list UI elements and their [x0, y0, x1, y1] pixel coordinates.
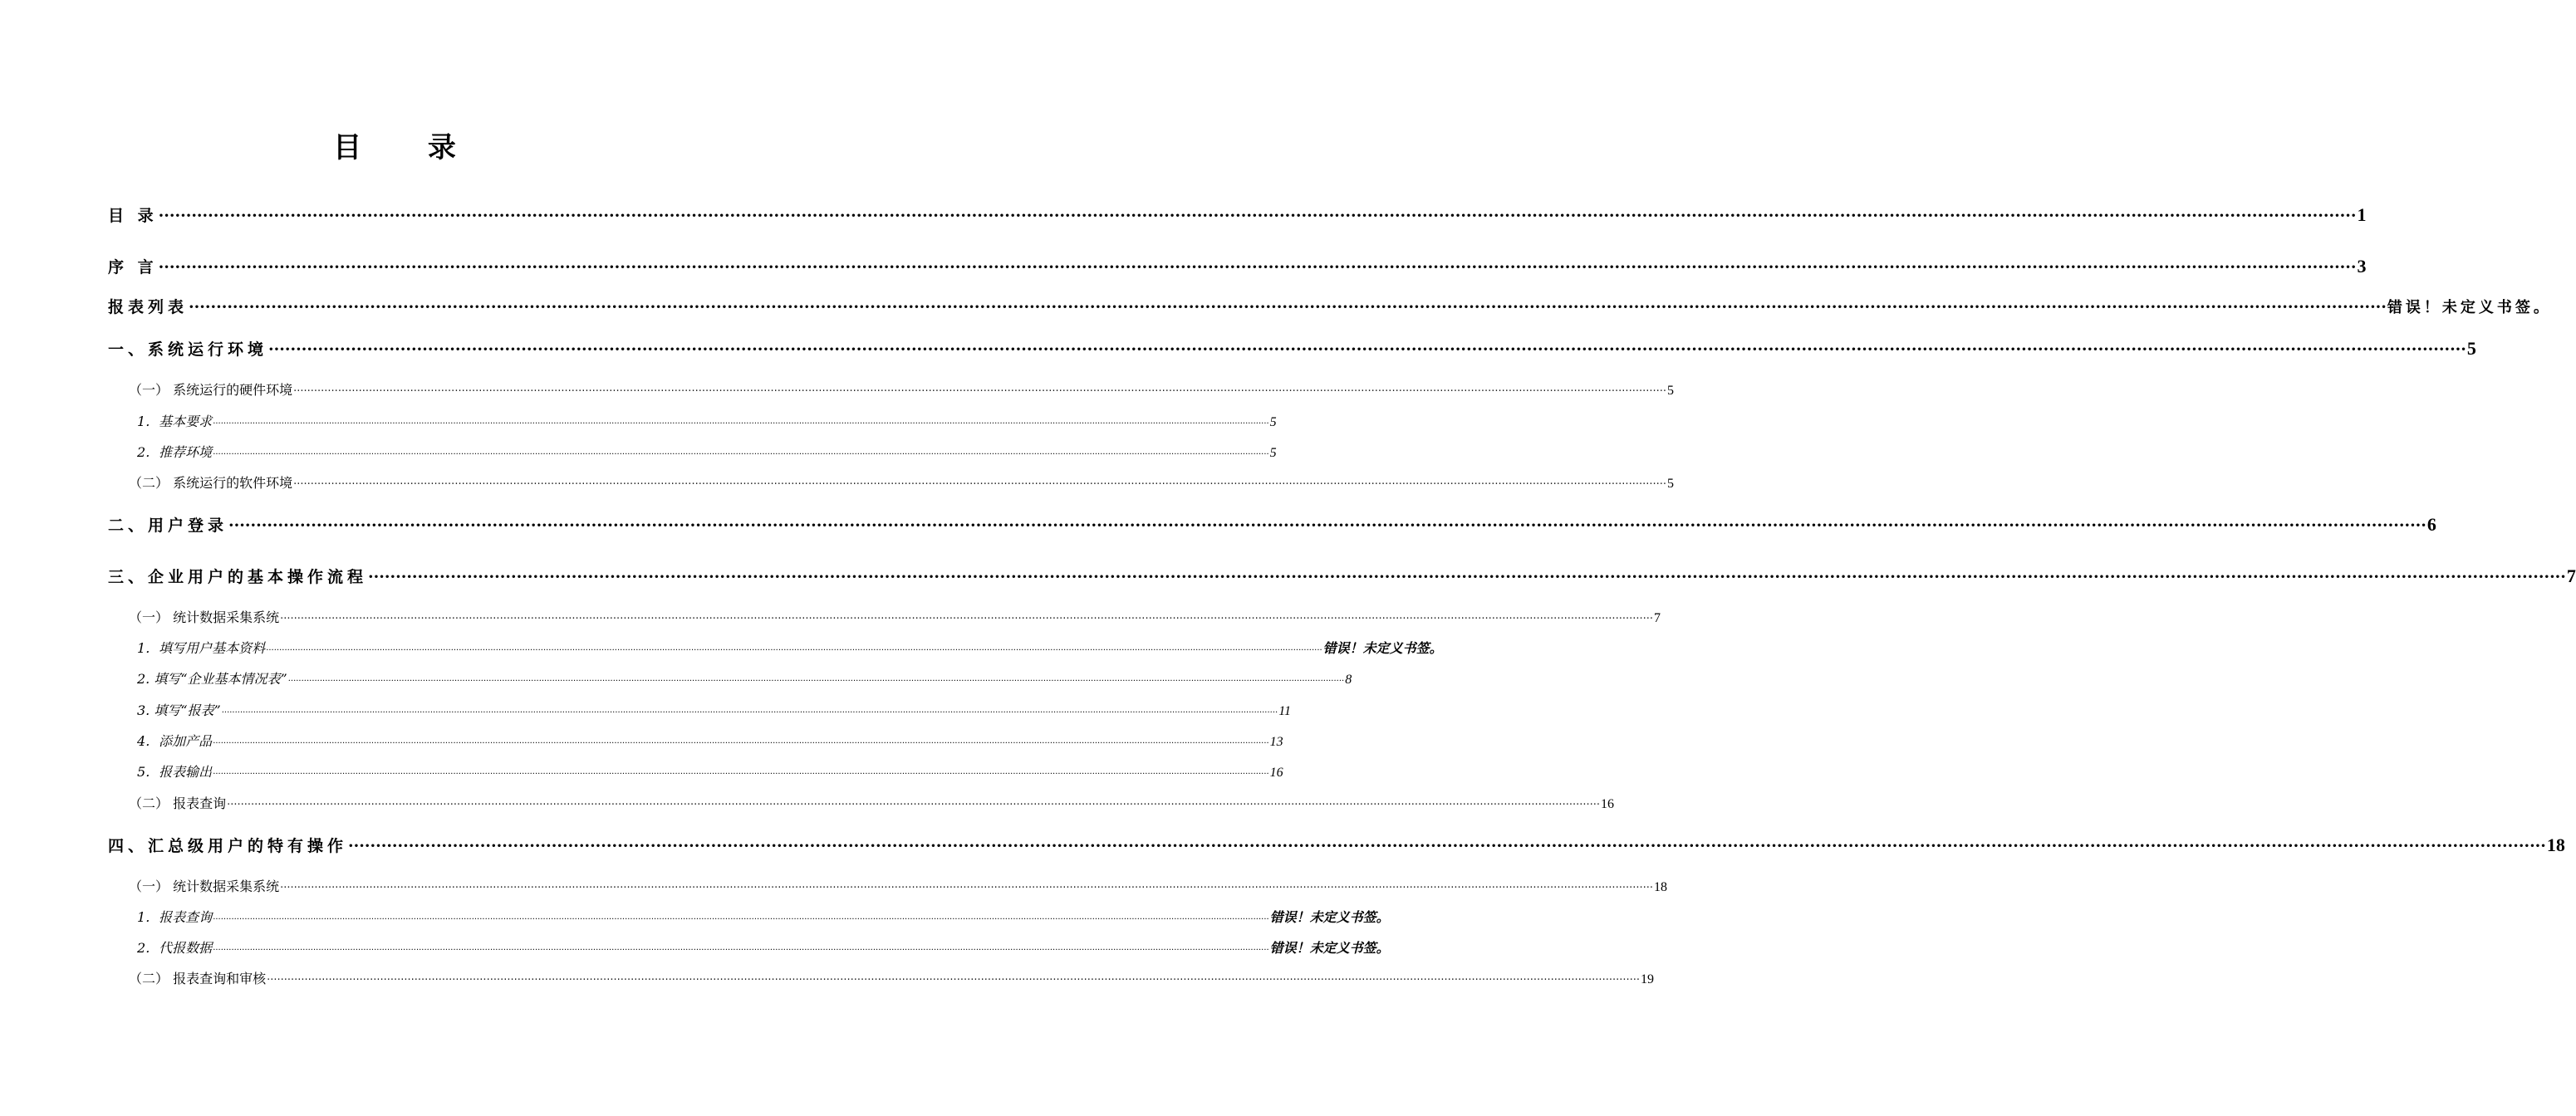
toc-entry-label: 4．添加产品: [137, 733, 213, 749]
toc-page-number: 5: [1269, 446, 1277, 460]
page-title: 目 录: [333, 131, 484, 164]
toc-entry-label: （一） 统计数据采集系统: [129, 609, 280, 625]
toc-page-number: 16: [1269, 766, 1283, 780]
toc-entry[interactable]: [129, 472, 1675, 494]
toc-page-number: 5: [1667, 477, 1675, 491]
toc-entry[interactable]: [137, 731, 1283, 752]
toc-dot-leader: ················································································································································································································································································································································································································: [267, 974, 1641, 986]
toc-page-number: 8: [1345, 673, 1352, 687]
toc-entry[interactable]: [137, 937, 1390, 959]
toc-page-number: 3: [2357, 256, 2367, 277]
toc-entry[interactable]: [137, 411, 1277, 433]
toc-page-number: 19: [1641, 972, 1655, 986]
toc-entry[interactable]: [108, 512, 2436, 537]
toc-bookmark-error: 错误！未定义书签。: [1269, 909, 1390, 925]
toc-entry[interactable]: [108, 254, 2367, 279]
toc-entry[interactable]: [129, 379, 1675, 401]
toc-entry-label: 2．代报数据: [137, 940, 213, 956]
toc-page-number: 7: [2566, 565, 2576, 586]
toc-page-number: 16: [1601, 797, 1615, 811]
toc-entry[interactable]: [108, 295, 2552, 320]
toc-dot-leader: ················································································································································································································································································································································································································: [348, 837, 2546, 855]
toc-entry-label: 二、用户登录: [108, 516, 228, 535]
toc-entry[interactable]: [137, 907, 1390, 928]
toc-dot-leader: ················································································································································································································································································································································································································: [228, 516, 2426, 535]
toc-bookmark-error: 错误！未定义书签。: [1322, 640, 1443, 656]
toc-page-number: 11: [1278, 704, 1292, 718]
toc-dot-leader: ················································································································································································································································································································································································································: [227, 799, 1601, 811]
toc-dot-leader: ················································································································································································································································································································································································································: [268, 340, 2466, 359]
toc-page-number: 18: [1654, 880, 1668, 894]
toc-entry-label: 序 言: [108, 258, 158, 277]
toc-entry[interactable]: [108, 833, 2565, 858]
toc-entry[interactable]: [129, 607, 1661, 629]
toc-entry-label: 1．填写用户基本资料: [137, 640, 266, 656]
toc-entry-label: 四、汇总级用户的特有操作: [108, 837, 348, 855]
toc-dot-leader: ················································································································································································································································································································································································································: [158, 258, 2357, 277]
toc-dot-leader: ················································································································································································································································································································································································································: [280, 613, 1654, 625]
toc-page-number: 7: [1654, 611, 1661, 625]
toc-entry[interactable]: [129, 793, 1615, 815]
toc-bookmark-error: 错误！未定义书签。: [2387, 299, 2552, 316]
toc-entry-label: 1．报表查询: [137, 909, 213, 925]
toc-entry-label: （一） 统计数据采集系统: [129, 879, 280, 894]
toc-dot-leader: ················································································································································································································································································································································································································: [293, 478, 1667, 491]
toc-page-number: 5: [1667, 384, 1675, 398]
toc-dot-leader: ················································································································································································································································································································································································································: [221, 708, 1278, 717]
toc-page-number: 18: [2546, 835, 2565, 855]
toc-entry-label: 5．报表输出: [137, 764, 213, 780]
toc-entry-label: 报表列表: [108, 298, 189, 316]
toc-entry-label: （二） 系统运行的软件环境: [129, 475, 293, 491]
toc-entry-label: 2. 填写“企业基本情况表”: [137, 671, 287, 687]
toc-entry[interactable]: [129, 876, 1668, 898]
toc-page-number: 5: [1269, 415, 1277, 429]
toc-dot-leader: ················································································································································································································································································································································································································: [266, 646, 1322, 655]
toc-entry[interactable]: [137, 668, 1352, 690]
toc-entry-label: （二） 报表查询: [129, 795, 227, 811]
toc-dot-leader: ················································································································································································································································································································································································································: [213, 915, 1269, 924]
toc-dot-leader: ················································································································································································································································································································································································································: [280, 882, 1654, 894]
toc-page-number: 13: [1269, 735, 1283, 749]
toc-dot-leader: ················································································································································································································································································································································································································: [213, 946, 1269, 955]
toc-entry[interactable]: [137, 442, 1277, 463]
toc-entry[interactable]: [129, 968, 1655, 990]
toc-entry[interactable]: [108, 336, 2476, 361]
toc-entry-label: 目 录: [108, 207, 158, 225]
toc-dot-leader: ················································································································································································································································································································································································································: [287, 677, 1345, 686]
toc-dot-leader: ················································································································································································································································································································································································································: [189, 298, 2387, 316]
toc-entry-label: 三、企业用户的基本操作流程: [108, 568, 368, 586]
toc-entry[interactable]: [137, 700, 1292, 722]
toc-dot-leader: ················································································································································································································································································································································································································: [213, 450, 1269, 459]
toc-entry[interactable]: [137, 761, 1283, 783]
toc-entry[interactable]: [108, 203, 2367, 228]
toc-page-number: 6: [2426, 514, 2436, 535]
toc-entry-label: （二） 报表查询和审核: [129, 971, 267, 986]
toc-dot-leader: ················································································································································································································································································································································································································: [213, 770, 1269, 779]
toc-dot-leader: ················································································································································································································································································································································································································: [158, 207, 2357, 225]
toc-entry-label: 3. 填写“报表”: [137, 702, 221, 718]
toc-entry-label: （一） 系统运行的硬件环境: [129, 382, 293, 398]
toc-page-number: 5: [2466, 338, 2476, 359]
toc-entry-label: 1．基本要求: [137, 414, 213, 429]
toc-dot-leader: ················································································································································································································································································································································································································: [213, 739, 1269, 748]
toc-entry[interactable]: [108, 564, 2576, 589]
toc-page-number: 1: [2357, 204, 2367, 225]
toc-entry-label: 2．推荐环境: [137, 444, 213, 460]
toc-dot-leader: ················································································································································································································································································································································································································: [213, 419, 1269, 428]
toc-entry-label: 一、系统运行环境: [108, 340, 268, 359]
toc-bookmark-error: 错误！未定义书签。: [1269, 940, 1390, 956]
toc-entry[interactable]: [137, 638, 1443, 659]
toc-dot-leader: ················································································································································································································································································································································································································: [293, 385, 1667, 398]
toc-dot-leader: ················································································································································································································································································································································································································: [368, 568, 2566, 586]
